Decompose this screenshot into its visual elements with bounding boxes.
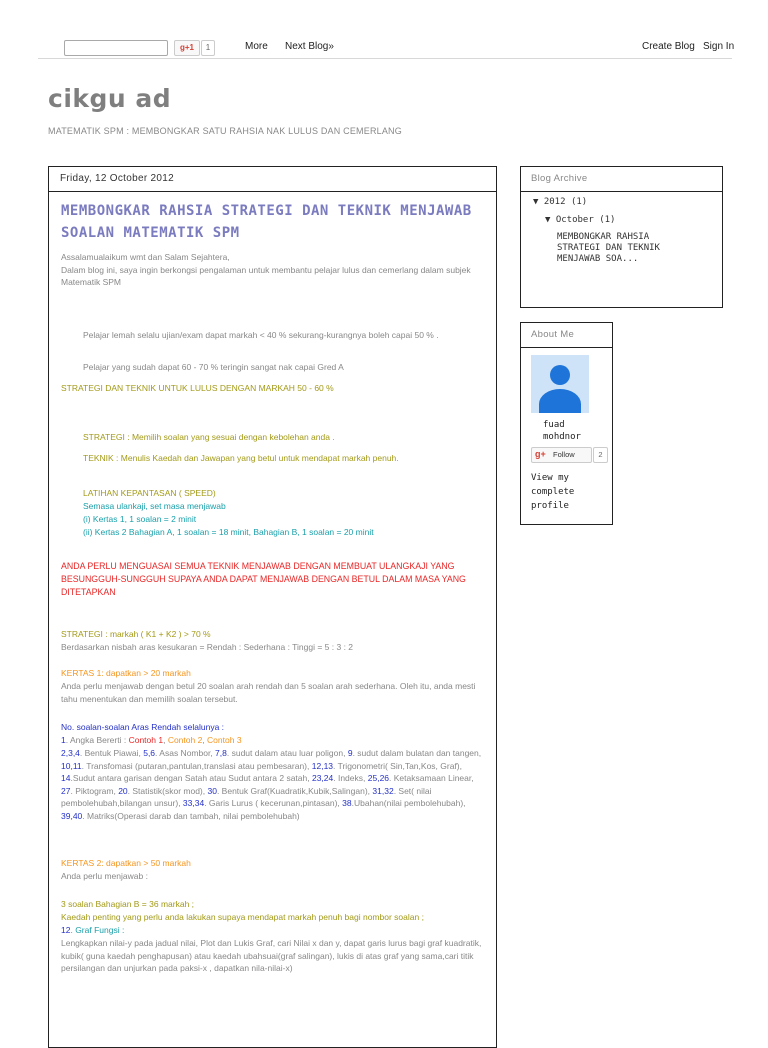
topic-text: . Set( nilai pembolehubah,bilangan unsur), [61, 785, 432, 808]
archive-year[interactable] [533, 197, 587, 207]
blog-archive-title: Blog Archive [521, 167, 722, 192]
topic-text: . sudut dalam atau luar poligon, [226, 748, 348, 758]
profile-name[interactable]: fuad mohdnor [543, 420, 581, 442]
graf-fungsi-line [61, 924, 482, 937]
graf-fungsi-text: Lengkapkan nilai-y pada jadual nilai, Plot dan Lukis Graf, cari Nilai x dan y, dapat garis lurus bagi graf kuadratik, kubik( guna kaedah penghapusan) atau kaedah ubahsuai(graf salingan), lukis di atas graf yang sama,cari titik persilangan dan unjurkan pada paksi-x , dapatkan nila-nilai-x) [61, 938, 482, 973]
contoh-2-link[interactable]: Contoh 2 [167, 735, 203, 745]
avatar-body [539, 389, 581, 413]
strategy-heading: STRATEGI DAN TEKNIK UNTUK LULUS DENGAN MARKAH 50 - 60 % [61, 383, 334, 393]
archive-post-link[interactable]: MEMBONGKAR RAHSIA STRATEGI DAN TEKNIK MENJAWAB SOA... [557, 232, 660, 264]
archive-month-label[interactable]: October [555, 215, 594, 225]
topic-number: 39,40 [61, 810, 83, 821]
topic-text: . Bentuk Piawai, [79, 748, 144, 758]
topic-text: .Sudut antara garisan dengan Satah atau Sudut antara 2 satah, [70, 773, 312, 783]
red-note: ANDA PERLU MENGUASAI SEMUA TEKNIK MENJAWAB DENGAN MEMBUAT ULANGKAJI YANG BESUNGGUH-SUNGGUH SUPAYA ANDA DAPAT MENJAWAB DENGAN BETUL DALAM MASA YANG DITETAPKAN [61, 561, 466, 597]
teknik-1: TEKNIK : Menulis Kaedah dan Jawapan yang betul untuk mendapat markah penuh. [83, 453, 399, 463]
weak-line: Pelajar lemah selalu ujian/exam dapat markah < 40 % sekurang-kurangnya boleh capai 50 % . [83, 330, 439, 340]
topic-text: .Ubahan(nilai pembolehubah), [351, 798, 466, 808]
collapse-triangle-icon[interactable]: ▼ [545, 215, 551, 225]
follow-button[interactable] [531, 447, 592, 463]
kertas1-text: Anda perlu menjawab dengan betul 20 soalan arah rendah dan 5 soalan arah sederhana. Oleh itu, anda mesti tahu menentukan dan memilih soalan tersebut. [61, 681, 476, 704]
graf-title: . Graf Fungsi : [70, 925, 125, 935]
aras-rendah-heading: No. soalan-soalan Aras Rendah selalunya : [61, 722, 225, 732]
collapse-triangle-icon[interactable]: ▼ [533, 197, 539, 207]
berdasarkan-line: Berdasarkan nisbah aras kesukaran = Rendah : Sederhana : Tinggi = 5 : 3 : 2 [61, 642, 354, 652]
kaedah-line: Kaedah penting yang perlu anda lakukan supaya mendapat markah penuh bagi nombor soalan ; [61, 912, 424, 922]
avatar-head [550, 365, 570, 385]
next-blog-link[interactable]: Next Blog» [285, 41, 334, 52]
create-blog-link[interactable]: Create Blog [642, 41, 695, 52]
topic-number: 7,8 [215, 748, 227, 758]
topic-text: . Garis Lurus ( kecerunan,pintasan), [204, 798, 343, 808]
follow-count: 2 [593, 447, 608, 463]
good-line: Pelajar yang sudah dapat 60 - 70 % teringin sangat nak capai Gred A [83, 362, 344, 372]
blog-description: MATEMATIK SPM : MEMBONGKAR SATU RAHSIA NAK LULUS DAN CEMERLANG [48, 126, 402, 136]
post-container [48, 166, 497, 1048]
topic-number: 23,24 [311, 773, 334, 783]
topic-number: 2,3,4 [61, 748, 80, 758]
graf-number: 12 [61, 925, 71, 935]
kertas-ii-line: (ii) Kertas 2 Bahagian A, 1 soalan = 18 minit, Bahagian B, 1 soalan = 20 minit [83, 527, 374, 537]
post-title[interactable]: MEMBONGKAR RAHSIA STRATEGI DAN TEKNIK MENJAWAB SOALAN MATEMATIK SPM [61, 203, 472, 241]
post-date: Friday, 12 October 2012 [49, 167, 496, 192]
question-number: 1 [61, 735, 66, 745]
topic-number: 31,32 [372, 785, 394, 796]
gplus-count: 1 [201, 40, 215, 56]
topic-text: . Matriks(Operasi darab dan tambah, nilai pembolehubah) [82, 810, 300, 821]
topic-number: 5,6 [143, 748, 156, 758]
kertas1-heading: KERTAS 1: dapatkan > 20 markah [61, 668, 191, 678]
topic-text: . Asas Nombor, [155, 748, 216, 758]
topic-number: 30 [207, 785, 217, 796]
gplus-button[interactable]: g+1 [174, 40, 200, 56]
topic-text: . Piktogram, [70, 785, 119, 796]
bahagian-b-line: 3 soalan Bahagian B = 36 markah ; [61, 899, 195, 909]
post-intro [61, 251, 482, 289]
topic-text: . Ketaksamaan Linear, [389, 773, 474, 783]
question-topic: . Angka Bererti : [65, 735, 129, 745]
topic-number: 9 [347, 748, 353, 758]
avatar[interactable] [531, 355, 589, 413]
intro-text: Dalam blog ini, saya ingin berkongsi pengalaman untuk membantu pelajar lulus dan cemerlang dalam subjek Matematik SPM [61, 264, 471, 287]
topic-number: 38 [342, 798, 352, 808]
kertas-i-line: (i) Kertas 1, 1 soalan = 2 minit [83, 514, 197, 524]
archive-year-count: (1) [570, 197, 588, 207]
blog-title[interactable]: cikgu ad [48, 84, 172, 113]
topic-number: 10,11 [61, 760, 82, 771]
more-link[interactable]: More [245, 41, 268, 52]
topic-number: 20 [118, 785, 128, 796]
blog-archive-widget [520, 166, 723, 308]
topic-number: 14 [61, 773, 71, 783]
topic-text: . Statistik(skor mod), [127, 785, 208, 796]
sign-in-link[interactable]: Sign In [703, 41, 735, 52]
strategi-2: STRATEGI : markah ( K1 + K2 ) > 70 % [61, 629, 211, 639]
topic-text: . Trigonometri( Sin,Tan,Kos, Graf), [333, 760, 462, 771]
topic-text: . Transfomasi (putaran,pantulan,translasi atau pembesaran), [81, 760, 312, 771]
about-me-title: About Me [521, 323, 612, 348]
semasa-line: Semasa ulankaji, set masa menjawab [83, 501, 226, 511]
latihan-heading: LATIHAN KEPANTASAN ( SPEED) [83, 488, 216, 498]
topic-number: 25,26 [367, 773, 390, 783]
topic-text: . Bentuk Graf(Kuadratik,Kubik,Salingan), [216, 785, 373, 796]
topic-number: 33,34 [182, 798, 205, 808]
archive-month[interactable] [545, 215, 615, 225]
topic-list [61, 747, 486, 822]
search-input[interactable] [64, 40, 168, 56]
about-me-widget [520, 322, 613, 525]
archive-year-label[interactable]: 2012 [543, 197, 566, 207]
topic-number: 27 [61, 785, 71, 796]
blogger-navbar [0, 0, 768, 58]
contoh-3-link[interactable]: Contoh 3 [207, 735, 242, 745]
topic-number: 12,13 [311, 760, 334, 771]
view-profile-link[interactable]: View my complete profile [531, 473, 575, 511]
kertas2-text: Anda perlu menjawab : [61, 871, 148, 881]
strategi-1: STRATEGI : Memilih soalan yang sesuai dengan kebolehan anda . [83, 432, 335, 442]
header-divider [38, 58, 732, 59]
topic-text: . sudut dalam bulatan dan tangen, [352, 748, 482, 758]
kertas2-heading: KERTAS 2: dapatkan > 50 markah [61, 858, 191, 868]
topic-text: . Indeks, [333, 773, 368, 783]
follow-label: Follow [553, 450, 575, 459]
greeting: Assalamualaikum wmt dan Salam Sejahtera, [61, 252, 230, 262]
archive-month-count: (1) [599, 215, 616, 225]
contoh-1-link[interactable]: Contoh 1 [128, 735, 164, 745]
gplus-icon: g+ [535, 449, 546, 459]
angka-bererti-line: 1. Angka Bererti : Contoh 1, Contoh 2, Contoh 3 [61, 735, 242, 745]
